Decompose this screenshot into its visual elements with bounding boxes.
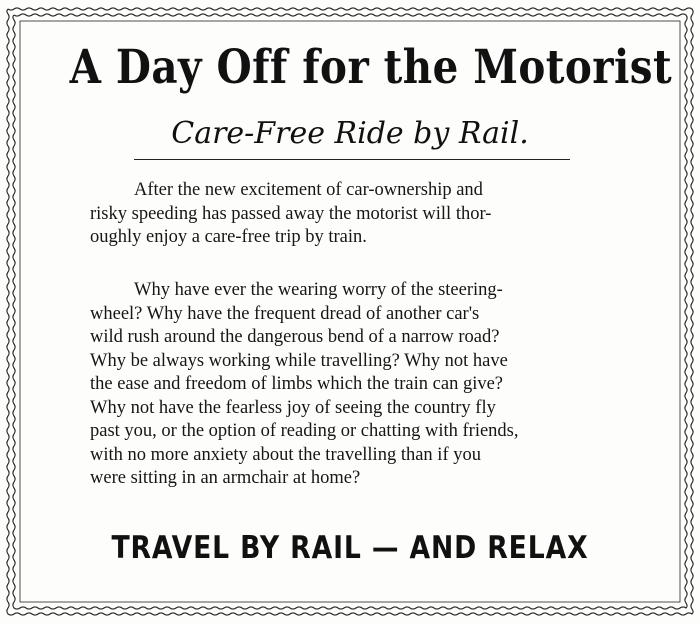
footer-slogan: TRAVEL BY RAIL — AND RELAX bbox=[111, 530, 589, 566]
subheadline: Care-Free Ride by Rail. bbox=[171, 116, 529, 151]
paragraph-2-line: were sitting in an armchair at home? bbox=[90, 468, 361, 488]
paragraph-1 bbox=[90, 179, 614, 250]
subheadline-underline bbox=[134, 159, 570, 160]
paragraph-2-line: wheel? Why have the frequent dread of another car's bbox=[90, 303, 480, 324]
paragraph-2-line: with no more anxiety about the travelling than if you bbox=[90, 444, 481, 465]
paragraph-2-line: Why not have the fearless joy of seeing the country fly bbox=[90, 397, 496, 418]
paragraph-2-line: Why be always working while travelling? Why not have bbox=[90, 350, 508, 371]
ad-content bbox=[24, 22, 676, 600]
paragraph-2-line: the ease and freedom of limbs which the train can give? bbox=[90, 374, 504, 394]
paragraph-2-line: Why have ever the wearing worry of the steering- bbox=[134, 280, 503, 300]
paragraph-1-line: oughly enjoy a care-free trip by train. bbox=[90, 227, 367, 247]
paragraph-2-line: past you, or the option of reading or chatting with friends, bbox=[90, 421, 519, 441]
headline: A Day Off for the Motorist bbox=[69, 40, 673, 95]
paragraph-1-line: After the new excitement of car-ownership and bbox=[134, 180, 483, 200]
paragraph-2 bbox=[90, 279, 614, 491]
paragraph-2-line: wild rush around the dangerous bend of a narrow road? bbox=[90, 327, 500, 347]
paragraph-1-line: risky speeding has passed away the motorist will thor- bbox=[90, 203, 492, 224]
